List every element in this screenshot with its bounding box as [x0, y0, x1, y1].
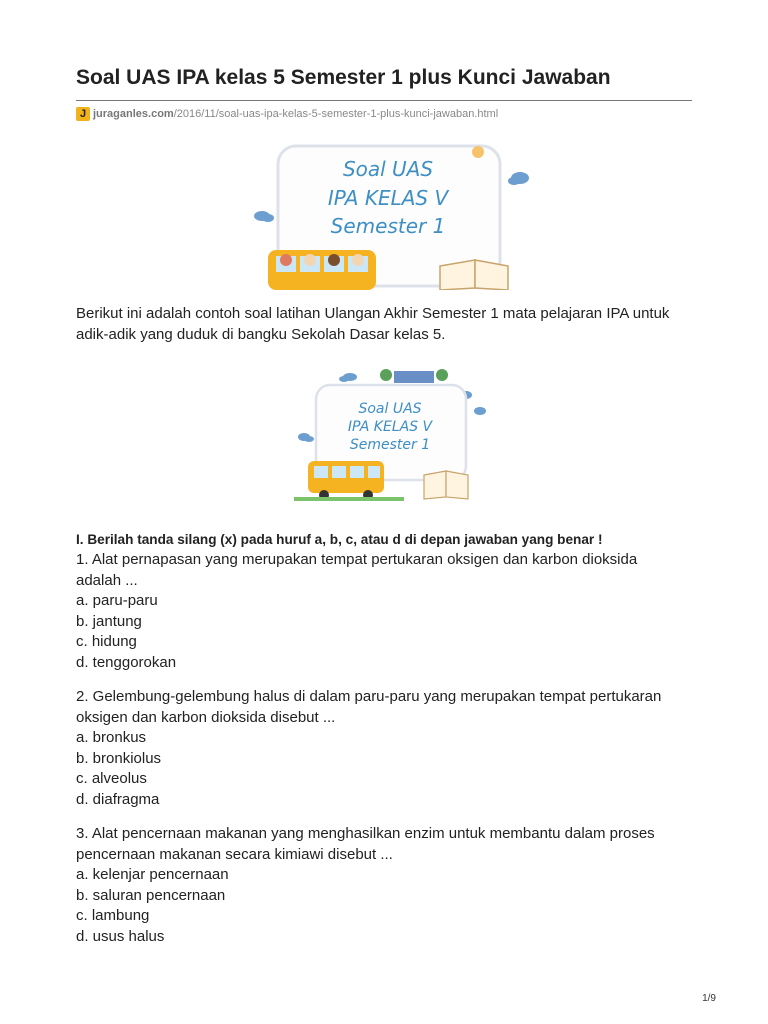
illus2-line2: IPA KELAS V [347, 419, 433, 435]
answer-option: b. bronkiolus [76, 749, 162, 767]
answer-option: a. kelenjar pencernaan [76, 866, 229, 883]
question-text: 2. Gelembung-gelembung halus di dalam paru-paru yang merupakan tempat pertukaran [76, 688, 662, 705]
answer-option: b. saluran pencernaan [76, 886, 226, 904]
cloud-icon [298, 433, 314, 442]
illus2-line3: Semester 1 [349, 437, 431, 453]
cloud-icon [508, 172, 529, 185]
answer-option: c. lambung [76, 907, 150, 924]
question-item [76, 550, 706, 673]
source-url[interactable] [76, 107, 498, 121]
cloud-icon [254, 211, 274, 222]
illus1-line1: Soal UAS [342, 157, 434, 181]
question-item [76, 687, 706, 810]
answer-option: c. hidung [76, 633, 137, 650]
page-title: Soal UAS IPA kelas 5 Semester 1 plus Kunci Jawaban [76, 66, 611, 89]
school-bus-icon [268, 250, 376, 290]
page-number: 1/9 [702, 993, 716, 1004]
answer-option: b. jantung [76, 612, 142, 630]
intro-paragraph [76, 303, 696, 345]
question-text: 1. Alat pernapasan yang merupakan tempat pertukaran oksigen dan karbon dioksida [76, 551, 638, 568]
school-bus-icon [308, 461, 384, 500]
open-book-icon [440, 260, 508, 290]
question-item [76, 824, 706, 947]
source-path[interactable]: /2016/11/soal-uas-ipa-kelas-5-semester-1-plus-kunci-jawaban.html [173, 108, 499, 120]
answer-option: c. alveolus [76, 770, 147, 787]
cover-illustration-large [250, 138, 540, 290]
sun-icon [472, 146, 484, 158]
open-book-icon [424, 471, 468, 499]
question-text: adalah ... [76, 571, 138, 589]
answer-option: d. tenggorokan [76, 653, 177, 671]
illus1-line2: IPA KELAS V [327, 186, 449, 210]
answer-option: d. usus halus [76, 927, 165, 945]
site-favicon-icon: J [76, 107, 90, 121]
castle-icon [380, 369, 448, 383]
question-text: pencernaan makanan secara kimiawi disebut ... [76, 845, 393, 863]
answer-option: a. paru-paru [76, 592, 158, 609]
intro-line: adik-adik yang duduk di bangku Sekolah Dasar kelas 5. [76, 326, 446, 343]
question-text: oksigen dan karbon dioksida disebut ... [76, 708, 336, 726]
cloud-icon [339, 373, 357, 382]
cloud-icon [474, 407, 486, 415]
source-domain[interactable]: juraganles.com [93, 108, 174, 120]
question-text: 3. Alat pencernaan makanan yang menghasilkan enzim untuk membantu dalam proses [76, 825, 655, 842]
cover-illustration-small [294, 365, 494, 505]
answer-option: a. bronkus [76, 729, 147, 746]
question-section [76, 530, 706, 961]
answer-option: d. diafragma [76, 790, 160, 808]
title-divider [76, 100, 692, 101]
illus2-line1: Soal UAS [358, 401, 422, 417]
illus1-line3: Semester 1 [330, 214, 446, 238]
section-heading: I. Berilah tanda silang (x) pada huruf a, b, c, atau d di depan jawaban yang benar ! [76, 532, 603, 547]
intro-line: Berikut ini adalah contoh soal latihan Ulangan Akhir Semester 1 mata pelajaran IPA untuk [76, 305, 670, 322]
